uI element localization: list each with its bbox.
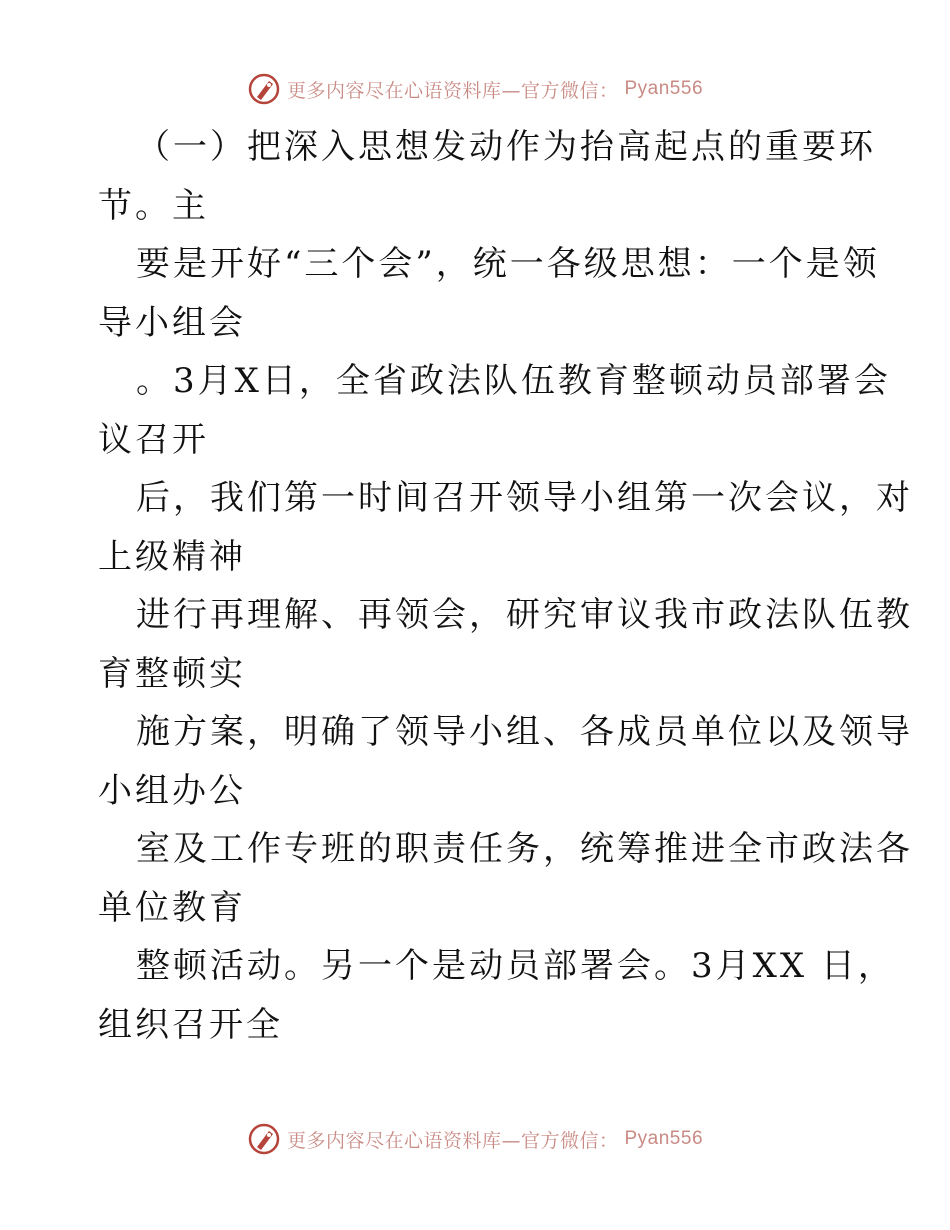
watermark-text: 更多内容尽在心语资料库—官方微信： [286,1129,619,1152]
body-line: 单位教育 [98,887,246,928]
body-line: 节。主 [98,185,209,226]
body-line: 小组办公 [98,770,246,811]
document-body [98,118,913,1054]
pen-nib-logo-icon [247,1122,281,1156]
watermark-text: 更多内容尽在心语资料库—官方微信： [286,79,619,102]
body-line: 室及工作专班的职责任务，统筹推进全市政法各 [136,829,913,869]
watermark-wechat-id: Pyan556 [624,1128,704,1149]
watermark-wechat-id: Pyan556 [624,78,704,99]
footer-watermark [0,1122,950,1156]
body-line: 后，我们第一时间召开领导小组第一次会议，对 [136,478,913,518]
body-line: 整顿活动。另一个是动员部署会。3月XX 日， [136,946,895,986]
body-line: 进行再理解、再领会，研究审议我市政法队伍教 [136,595,913,635]
pen-nib-logo-icon [247,72,281,106]
body-line: 施方案，明确了领导小组、各成员单位以及领导 [136,712,913,752]
body-line: 育整顿实 [98,653,246,694]
body-line: 组织召开全 [98,1004,283,1045]
body-line: 要是开好“三个会”，统一各级思想：一个是领 [136,244,880,284]
body-line: 。3月X日，全省政法队伍教育整顿动员部署会 [136,361,891,401]
body-line: 议召开 [98,419,209,460]
header-watermark [0,72,950,106]
body-line: （一）把深入思想发动作为抬高起点的重要环 [136,127,876,167]
body-line: 上级精神 [98,536,246,577]
body-line: 导小组会 [98,302,246,343]
